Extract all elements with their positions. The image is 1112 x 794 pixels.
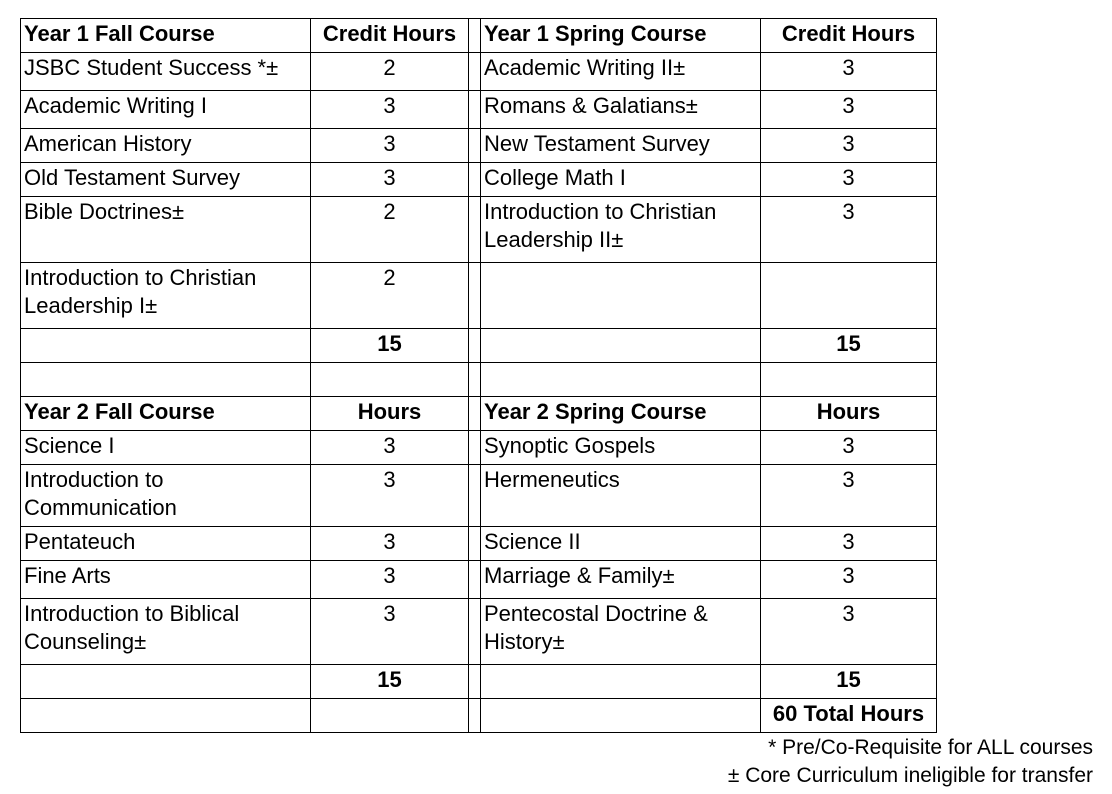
spring-course-hours: 3 — [761, 561, 937, 599]
fall-course-hours: 2 — [311, 53, 469, 91]
column-gap — [469, 363, 481, 397]
spring-course-name: New Testament Survey — [481, 129, 761, 163]
spring-course-hours: 3 — [761, 91, 937, 129]
empty-cell — [21, 329, 311, 363]
fall-course-hours: 2 — [311, 197, 469, 263]
prerequisite-note: * Pre/Co-Requisite for ALL courses — [768, 736, 1093, 759]
empty-cell — [481, 699, 761, 733]
year1-fall-total: 15 — [311, 329, 469, 363]
year1-spring-hours-header: Credit Hours — [761, 19, 937, 53]
empty-cell — [21, 699, 311, 733]
fall-course-hours: 2 — [311, 263, 469, 329]
fall-course-name: Science I — [21, 431, 311, 465]
spring-course-name: Hermeneutics — [481, 465, 761, 527]
column-gap — [469, 163, 481, 197]
spring-course-name: Marriage & Family± — [481, 561, 761, 599]
column-gap — [469, 431, 481, 465]
table-row — [21, 561, 937, 599]
core-curriculum-note: ± Core Curriculum ineligible for transfer — [727, 764, 1093, 787]
column-gap — [469, 561, 481, 599]
spring-course-hours: 3 — [761, 527, 937, 561]
empty-cell — [311, 363, 469, 397]
empty-cell — [761, 363, 937, 397]
table-row — [21, 91, 937, 129]
year1-spring-total: 15 — [761, 329, 937, 363]
spring-course-name — [481, 263, 761, 329]
empty-cell — [311, 699, 469, 733]
year1-fall-hours-header: Credit Hours — [311, 19, 469, 53]
empty-cell — [481, 329, 761, 363]
spring-course-hours: 3 — [761, 599, 937, 665]
spring-course-hours: 3 — [761, 465, 937, 527]
fall-course-name: Academic Writing I — [21, 91, 311, 129]
column-gap — [469, 465, 481, 527]
year2-total-row — [21, 665, 937, 699]
spring-course-hours: 3 — [761, 53, 937, 91]
fall-course-name: JSBC Student Success *± — [21, 53, 311, 91]
table-row — [21, 53, 937, 91]
fall-course-name: Old Testament Survey — [21, 163, 311, 197]
fall-course-hours: 3 — [311, 599, 469, 665]
table-row — [21, 599, 937, 665]
column-gap — [469, 527, 481, 561]
table-row — [21, 465, 937, 527]
table-row — [21, 263, 937, 329]
fall-course-name: American History — [21, 129, 311, 163]
fall-course-name: Pentateuch — [21, 527, 311, 561]
fall-course-hours: 3 — [311, 527, 469, 561]
grand-total: 60 Total Hours — [761, 699, 937, 733]
year2-fall-header: Year 2 Fall Course — [21, 397, 311, 431]
curriculum-table — [20, 18, 937, 733]
grand-total-row — [21, 699, 937, 733]
column-gap — [469, 263, 481, 329]
empty-cell — [21, 665, 311, 699]
spring-course-hours: 3 — [761, 431, 937, 465]
table-row — [21, 431, 937, 465]
spring-course-hours: 3 — [761, 163, 937, 197]
curriculum-table-body — [21, 19, 937, 733]
table-row — [21, 527, 937, 561]
column-gap — [469, 329, 481, 363]
spring-course-hours: 3 — [761, 129, 937, 163]
year2-fall-hours-header: Hours — [311, 397, 469, 431]
column-gap — [469, 197, 481, 263]
table-row — [21, 197, 937, 263]
spring-course-name: Science II — [481, 527, 761, 561]
fall-course-name: Introduction to Christian Leadership I± — [21, 263, 311, 329]
column-gap — [469, 19, 481, 53]
column-gap — [469, 91, 481, 129]
spring-course-name: Romans & Galatians± — [481, 91, 761, 129]
spring-course-name: Academic Writing II± — [481, 53, 761, 91]
year2-header-row — [21, 397, 937, 431]
fall-course-hours: 3 — [311, 465, 469, 527]
column-gap — [469, 129, 481, 163]
fall-course-hours: 3 — [311, 561, 469, 599]
year2-fall-total: 15 — [311, 665, 469, 699]
fall-course-name: Bible Doctrines± — [21, 197, 311, 263]
column-gap — [469, 699, 481, 733]
column-gap — [469, 599, 481, 665]
year1-header-row — [21, 19, 937, 53]
empty-cell — [481, 363, 761, 397]
year2-spring-hours-header: Hours — [761, 397, 937, 431]
empty-cell — [481, 665, 761, 699]
column-gap — [469, 665, 481, 699]
fall-course-name: Introduction to Communication — [21, 465, 311, 527]
fall-course-hours: 3 — [311, 91, 469, 129]
column-gap — [469, 53, 481, 91]
spring-course-name: Introduction to Christian Leadership II± — [481, 197, 761, 263]
spring-course-hours — [761, 263, 937, 329]
column-gap — [469, 397, 481, 431]
empty-cell — [21, 363, 311, 397]
table-row — [21, 163, 937, 197]
year2-spring-header: Year 2 Spring Course — [481, 397, 761, 431]
table-row — [21, 129, 937, 163]
spring-course-name: College Math I — [481, 163, 761, 197]
year2-spring-total: 15 — [761, 665, 937, 699]
year1-spring-header: Year 1 Spring Course — [481, 19, 761, 53]
year1-total-row — [21, 329, 937, 363]
fall-course-name: Introduction to Biblical Counseling± — [21, 599, 311, 665]
fall-course-name: Fine Arts — [21, 561, 311, 599]
fall-course-hours: 3 — [311, 431, 469, 465]
year1-fall-header: Year 1 Fall Course — [21, 19, 311, 53]
fall-course-hours: 3 — [311, 129, 469, 163]
spring-course-name: Synoptic Gospels — [481, 431, 761, 465]
spring-course-hours: 3 — [761, 197, 937, 263]
spring-course-name: Pentecostal Doctrine & History± — [481, 599, 761, 665]
blank-row — [21, 363, 937, 397]
fall-course-hours: 3 — [311, 163, 469, 197]
